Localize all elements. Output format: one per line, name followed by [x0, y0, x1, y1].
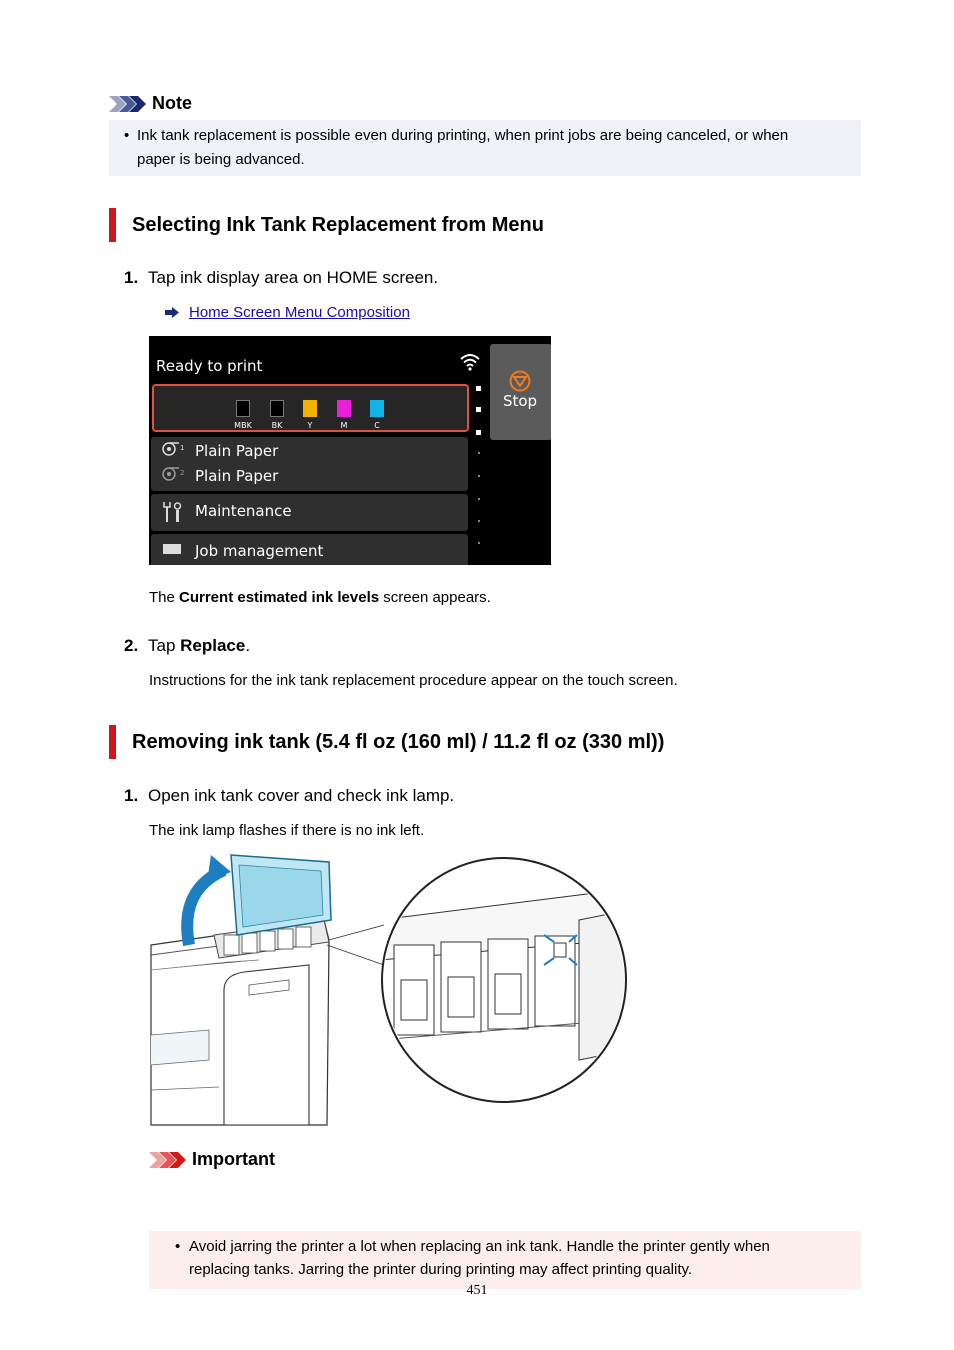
important-bullet: • — [175, 1238, 181, 1255]
note-box — [109, 120, 861, 176]
scroll-dot — [476, 430, 481, 435]
step-number: 1. — [124, 786, 139, 805]
note-chevron-icon — [109, 96, 147, 112]
ink-y — [303, 400, 317, 417]
section-bar — [109, 725, 116, 759]
step-1 — [124, 786, 454, 806]
ink-label-c: C — [374, 421, 380, 430]
step-text: Tap ink display area on HOME screen. — [148, 268, 439, 287]
step-number: 1. — [124, 268, 139, 287]
note-heading — [109, 93, 192, 114]
section-heading-menu — [109, 208, 544, 242]
step-number: 2. — [124, 636, 139, 655]
section-bar — [109, 208, 116, 242]
step-text-bold: Replace — [180, 636, 246, 655]
scroll-dot — [476, 407, 481, 412]
printer-illustration — [149, 850, 629, 1130]
paper1-label: Plain Paper — [195, 442, 279, 460]
scroll-dot — [478, 498, 480, 500]
scroll-dot — [478, 520, 480, 522]
scroll-dot — [478, 452, 480, 454]
wifi-icon — [460, 353, 480, 371]
job-label: Job management — [195, 542, 324, 560]
step-1-desc: The ink lamp flashes if there is no ink left. — [149, 822, 425, 839]
note-text-line2: paper is being advanced. — [137, 151, 305, 168]
arrow-right-icon — [165, 307, 179, 318]
ink-mbk — [236, 400, 250, 417]
important-box — [149, 1231, 861, 1289]
important-text-line1: Avoid jarring the printer a lot when replacing an ink tank. Handle the printer gently when — [189, 1238, 770, 1255]
ink-label-m: M — [340, 421, 348, 430]
step-text-pre: Tap — [148, 636, 181, 655]
important-heading — [149, 1149, 275, 1170]
step-1 — [124, 268, 438, 288]
home-screen-menu-link[interactable]: Home Screen Menu Composition — [189, 304, 410, 321]
important-chevron-icon — [149, 1152, 187, 1168]
note-text-line1: Ink tank replacement is possible even during printing, when print jobs are being canceled, or when — [137, 127, 789, 144]
ink-m — [337, 400, 351, 417]
stop-label: Stop — [502, 392, 538, 410]
roll2-icon — [162, 467, 186, 481]
maintenance-icon — [162, 501, 184, 523]
link-row — [165, 304, 410, 321]
step-1-result — [149, 589, 491, 606]
note-title: Note — [152, 93, 192, 113]
job-icon — [163, 544, 181, 554]
section-title: Removing ink tank (5.4 fl oz (160 ml) / 11.2 fl oz (330 ml)) — [132, 730, 665, 753]
ink-label-y: Y — [307, 421, 313, 430]
scroll-dot — [478, 542, 480, 544]
note-bullet: • — [124, 127, 130, 144]
result-pre: The — [149, 589, 180, 606]
ink-c — [370, 400, 384, 417]
page-number: 451 — [466, 1283, 488, 1298]
paper2-label: Plain Paper — [195, 467, 279, 485]
step-text: Open ink tank cover and check ink lamp. — [148, 786, 455, 805]
screen-status: Ready to print — [156, 357, 263, 375]
svg-text:1: 1 — [180, 444, 185, 452]
result-post: screen appears. — [379, 589, 491, 606]
step-text-post: . — [245, 636, 251, 655]
step-2-desc: Instructions for the ink tank replacement procedure appear on the touch screen. — [149, 672, 678, 689]
ink-bk — [270, 400, 284, 417]
section-heading-removing — [109, 725, 664, 759]
ink-label-mbk: MBK — [234, 421, 252, 430]
section-title: Selecting Ink Tank Replacement from Menu — [132, 213, 544, 236]
result-bold: Current estimated ink levels — [179, 589, 380, 606]
step-2 — [124, 636, 250, 656]
ink-label-bk: BK — [271, 421, 283, 430]
svg-text:2: 2 — [180, 469, 185, 477]
maintenance-label: Maintenance — [195, 502, 292, 520]
roll1-icon — [162, 442, 186, 456]
touch-screen-image — [149, 336, 551, 565]
scroll-dot — [478, 475, 480, 477]
important-title: Important — [192, 1149, 275, 1169]
stop-icon — [509, 370, 531, 392]
important-text-line2: replacing tanks. Jarring the printer during printing may affect printing quality. — [189, 1261, 693, 1278]
scroll-dot — [476, 386, 481, 391]
